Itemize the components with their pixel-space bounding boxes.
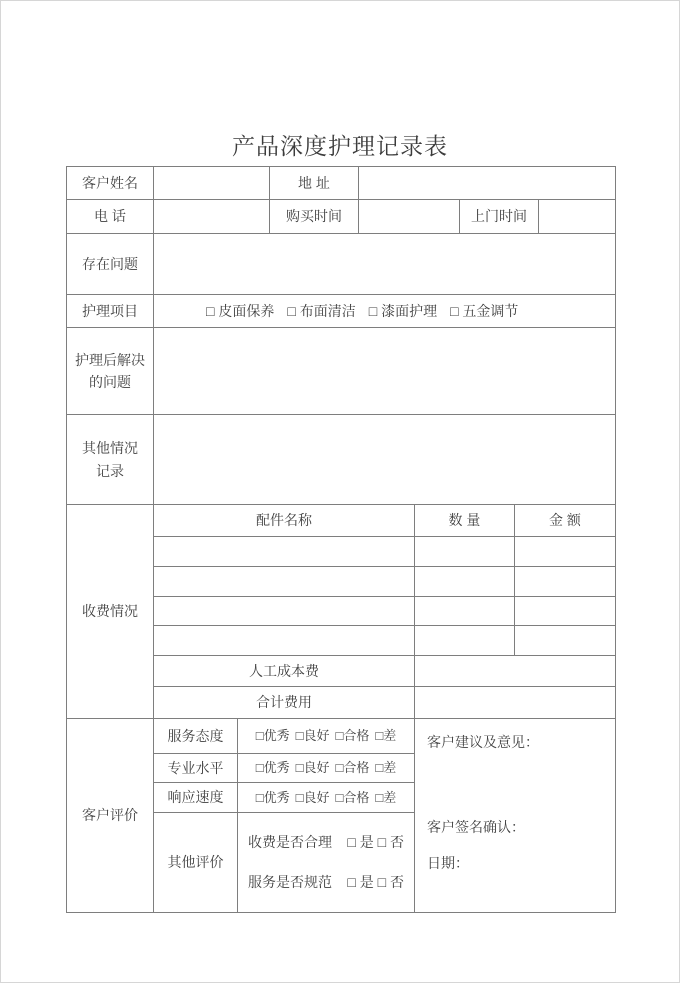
checkbox-pass[interactable]: □合格 bbox=[335, 760, 370, 776]
labor-cost-label: 人工成本费 bbox=[154, 656, 415, 686]
amount-input-cell[interactable] bbox=[515, 537, 615, 566]
care-record-table bbox=[66, 166, 616, 913]
professional-level-label: 专业水平 bbox=[154, 754, 238, 782]
checkbox-poor[interactable]: □差 bbox=[375, 789, 397, 805]
row-other-records bbox=[67, 415, 615, 505]
fees-blank-row bbox=[154, 597, 615, 627]
labor-cost-row bbox=[154, 656, 615, 687]
quantity-input-cell[interactable] bbox=[415, 597, 515, 626]
total-cost-input-cell[interactable] bbox=[415, 687, 615, 718]
checkbox-pass[interactable]: □合格 bbox=[335, 789, 370, 805]
professional-level-ratings bbox=[238, 754, 414, 782]
checkbox-no[interactable]: □ 否 bbox=[377, 834, 404, 851]
service-attitude-ratings bbox=[238, 719, 414, 753]
existing-problems-label: 存在问题 bbox=[67, 234, 154, 294]
checkbox-pass[interactable]: □合格 bbox=[335, 728, 370, 744]
part-name-input-cell[interactable] bbox=[154, 537, 415, 566]
service-standard-item bbox=[238, 872, 414, 893]
signature-label: 客户签名确认： bbox=[427, 819, 525, 835]
quantity-input-cell[interactable] bbox=[415, 537, 515, 566]
customer-name-input-cell[interactable] bbox=[154, 167, 270, 199]
fees-col-amount: 金 额 bbox=[549, 511, 581, 528]
checkbox-good[interactable]: □良好 bbox=[295, 789, 330, 805]
fee-reasonable-label: 收费是否合理 bbox=[248, 834, 332, 851]
service-attitude-row bbox=[154, 719, 414, 754]
purchase-time-label: 购买时间 bbox=[270, 200, 359, 233]
response-speed-ratings bbox=[238, 783, 414, 812]
fees-col-part-name: 配件名称 bbox=[154, 505, 415, 536]
checkbox-excellent[interactable]: □优秀 bbox=[255, 789, 290, 805]
other-evaluation-row bbox=[154, 813, 414, 912]
evaluation-section bbox=[67, 719, 615, 912]
checkbox-poor[interactable]: □差 bbox=[375, 760, 397, 776]
fees-blank-row bbox=[154, 626, 615, 656]
amount-input-cell[interactable] bbox=[515, 626, 615, 655]
fees-section bbox=[67, 505, 615, 719]
service-standard-label: 服务是否规范 bbox=[248, 873, 332, 890]
service-attitude-label: 服务态度 bbox=[154, 719, 238, 753]
checkbox-poor[interactable]: □差 bbox=[375, 728, 397, 744]
fees-blank-row bbox=[154, 537, 615, 567]
checkbox-yes[interactable]: □ 是 bbox=[347, 834, 374, 851]
response-speed-label: 响应速度 bbox=[154, 783, 238, 812]
solved-problems-label-line1: 护理后解决 bbox=[75, 351, 145, 368]
checkbox-paint-surface-care[interactable]: □ 漆面护理 bbox=[368, 302, 438, 319]
part-name-input-cell[interactable] bbox=[154, 567, 415, 596]
checkbox-excellent[interactable]: □优秀 bbox=[255, 760, 290, 776]
fees-section-label: 收费情况 bbox=[67, 505, 154, 718]
fee-reasonable-options bbox=[347, 832, 404, 853]
row-existing-problems bbox=[67, 234, 615, 295]
row-customer-address bbox=[67, 167, 615, 200]
quantity-input-cell[interactable] bbox=[415, 567, 515, 596]
care-options-cell bbox=[154, 295, 615, 327]
solved-problems-label bbox=[67, 328, 154, 414]
visit-time-label: 上门时间 bbox=[460, 200, 539, 233]
professional-level-row bbox=[154, 754, 414, 783]
checkbox-excellent[interactable]: □优秀 bbox=[255, 728, 290, 744]
row-care-items bbox=[67, 295, 615, 328]
date-label: 日期： bbox=[427, 855, 469, 871]
other-evaluation-items bbox=[238, 813, 414, 912]
other-evaluation-label: 其他评价 bbox=[154, 813, 238, 912]
purchase-time-input-cell[interactable] bbox=[359, 200, 460, 233]
service-standard-options bbox=[347, 872, 404, 893]
address-input-cell[interactable] bbox=[359, 167, 615, 199]
evaluation-subtable bbox=[154, 719, 415, 912]
row-solved-problems bbox=[67, 328, 615, 415]
total-cost-label: 合计费用 bbox=[154, 687, 415, 718]
checkbox-hardware-adjustment[interactable]: □ 五金调节 bbox=[450, 302, 519, 319]
customer-feedback-cell[interactable] bbox=[415, 719, 615, 912]
care-items-label: 护理项目 bbox=[67, 295, 154, 327]
visit-time-input-cell[interactable] bbox=[539, 200, 615, 233]
fee-reasonable-item bbox=[238, 832, 414, 853]
checkbox-leather-surface-care[interactable]: □ 皮面保养 bbox=[206, 302, 275, 319]
other-records-input-cell[interactable] bbox=[154, 415, 615, 504]
labor-cost-input-cell[interactable] bbox=[415, 656, 615, 686]
checkbox-good[interactable]: □良好 bbox=[295, 728, 330, 744]
row-phone-times bbox=[67, 200, 615, 234]
part-name-input-cell[interactable] bbox=[154, 597, 415, 626]
amount-input-cell[interactable] bbox=[515, 567, 615, 596]
solved-problems-input-cell[interactable] bbox=[154, 328, 615, 414]
phone-input-cell[interactable] bbox=[154, 200, 270, 233]
suggestions-label: 客户建议及意见： bbox=[427, 734, 539, 750]
fees-subtable bbox=[154, 505, 615, 718]
checkbox-good[interactable]: □良好 bbox=[295, 760, 330, 776]
evaluation-section-label: 客户评价 bbox=[67, 719, 154, 912]
checkbox-fabric-cleaning[interactable]: □ 布面清洁 bbox=[287, 302, 356, 319]
form-title: 产品深度护理记录表 bbox=[232, 133, 448, 159]
fees-header-row bbox=[154, 505, 615, 537]
total-cost-row bbox=[154, 687, 615, 718]
other-records-label bbox=[67, 415, 154, 504]
customer-name-label: 客户姓名 bbox=[67, 167, 154, 199]
part-name-input-cell[interactable] bbox=[154, 626, 415, 655]
fees-blank-row bbox=[154, 567, 615, 597]
checkbox-yes[interactable]: □ 是 bbox=[347, 873, 374, 890]
phone-label: 电 话 bbox=[67, 200, 154, 233]
other-records-label-line2: 记录 bbox=[96, 462, 124, 479]
amount-input-cell[interactable] bbox=[515, 597, 615, 626]
checkbox-no[interactable]: □ 否 bbox=[377, 873, 404, 890]
existing-problems-input-cell[interactable] bbox=[154, 234, 615, 294]
quantity-input-cell[interactable] bbox=[415, 626, 515, 655]
address-label: 地 址 bbox=[270, 167, 359, 199]
other-records-label-line1: 其他情况 bbox=[82, 440, 138, 457]
solved-problems-label-line2: 的问题 bbox=[89, 374, 131, 390]
fees-col-quantity: 数 量 bbox=[415, 505, 515, 536]
response-speed-row bbox=[154, 783, 414, 813]
